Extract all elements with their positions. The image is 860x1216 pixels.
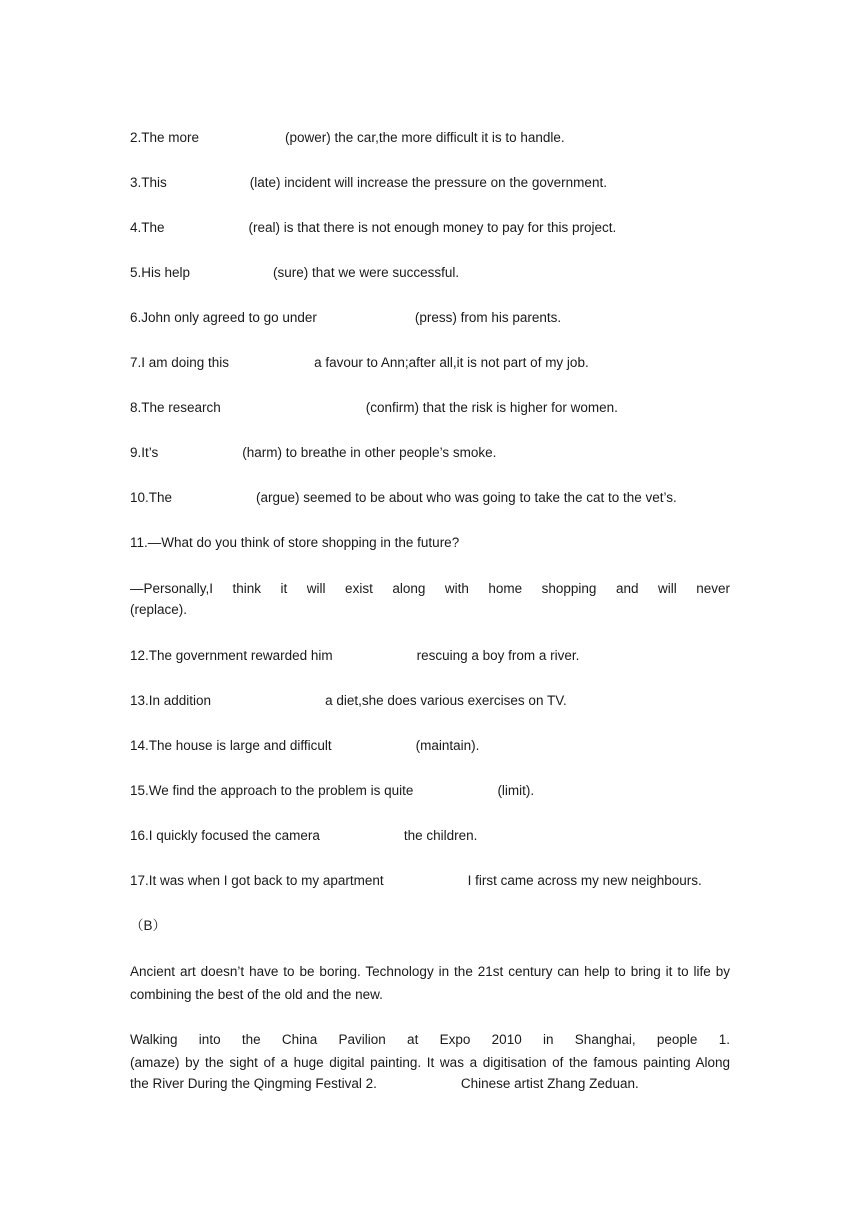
section-b-paragraph-2-line-2: (amaze) by the sight of a huge digital painting. It was a digitisation of the famous painting Along: [130, 1055, 730, 1070]
question-13: 13.In addition a diet,she does various exercises on TV.: [130, 693, 567, 708]
section-b-paragraph-1: Ancient art doesn’t have to be boring. Technology in the 21st century can help to bring it to life by combining the best of the old and the new.: [130, 964, 730, 1002]
question-4: 4.The (real) is that there is not enough money to pay for this project.: [130, 220, 617, 235]
question-3: 3.This (late) incident will increase the pressure on the government.: [130, 175, 607, 190]
question-17: 17.It was when I got back to my apartment I first came across my new neighbours.: [130, 873, 702, 888]
question-2: 2.The more (power) the car,the more difficult it is to handle.: [130, 130, 565, 145]
question-10: 10.The (argue) seemed to be about who was going to take the cat to the vet’s.: [130, 490, 677, 505]
question-11-answer: —Personally,I think it will exist along with home shopping and will never: [130, 581, 730, 596]
question-7: 7.I am doing this a favour to Ann;after all,it is not part of my job.: [130, 355, 589, 370]
question-12: 12.The government rewarded him rescuing a boy from a river.: [130, 648, 580, 663]
question-9: 9.It’s (harm) to breathe in other people’s smoke.: [130, 445, 497, 460]
question-11-answer-cont: (replace).: [130, 602, 188, 617]
section-b-heading: （B）: [130, 918, 167, 933]
section-b-paragraph-2-line-1: Walking into the China Pavilion at Expo 2010 in Shanghai, people 1.: [130, 1032, 730, 1047]
question-5: 5.His help (sure) that we were successful.: [130, 265, 460, 280]
section-b-paragraph-2-line-3: the River During the Qingming Festival 2. Chinese artist Zhang Zeduan.: [130, 1076, 639, 1091]
question-15: 15.We find the approach to the problem is quite (limit).: [130, 783, 535, 798]
question-6: 6.John only agreed to go under (press) from his parents.: [130, 310, 562, 325]
question-16: 16.I quickly focused the camera the children.: [130, 828, 478, 843]
question-11-prompt: 11.—What do you think of store shopping in the future?: [130, 535, 460, 550]
question-14: 14.The house is large and difficult (maintain).: [130, 738, 480, 753]
question-8: 8.The research (confirm) that the risk is higher for women.: [130, 400, 618, 415]
